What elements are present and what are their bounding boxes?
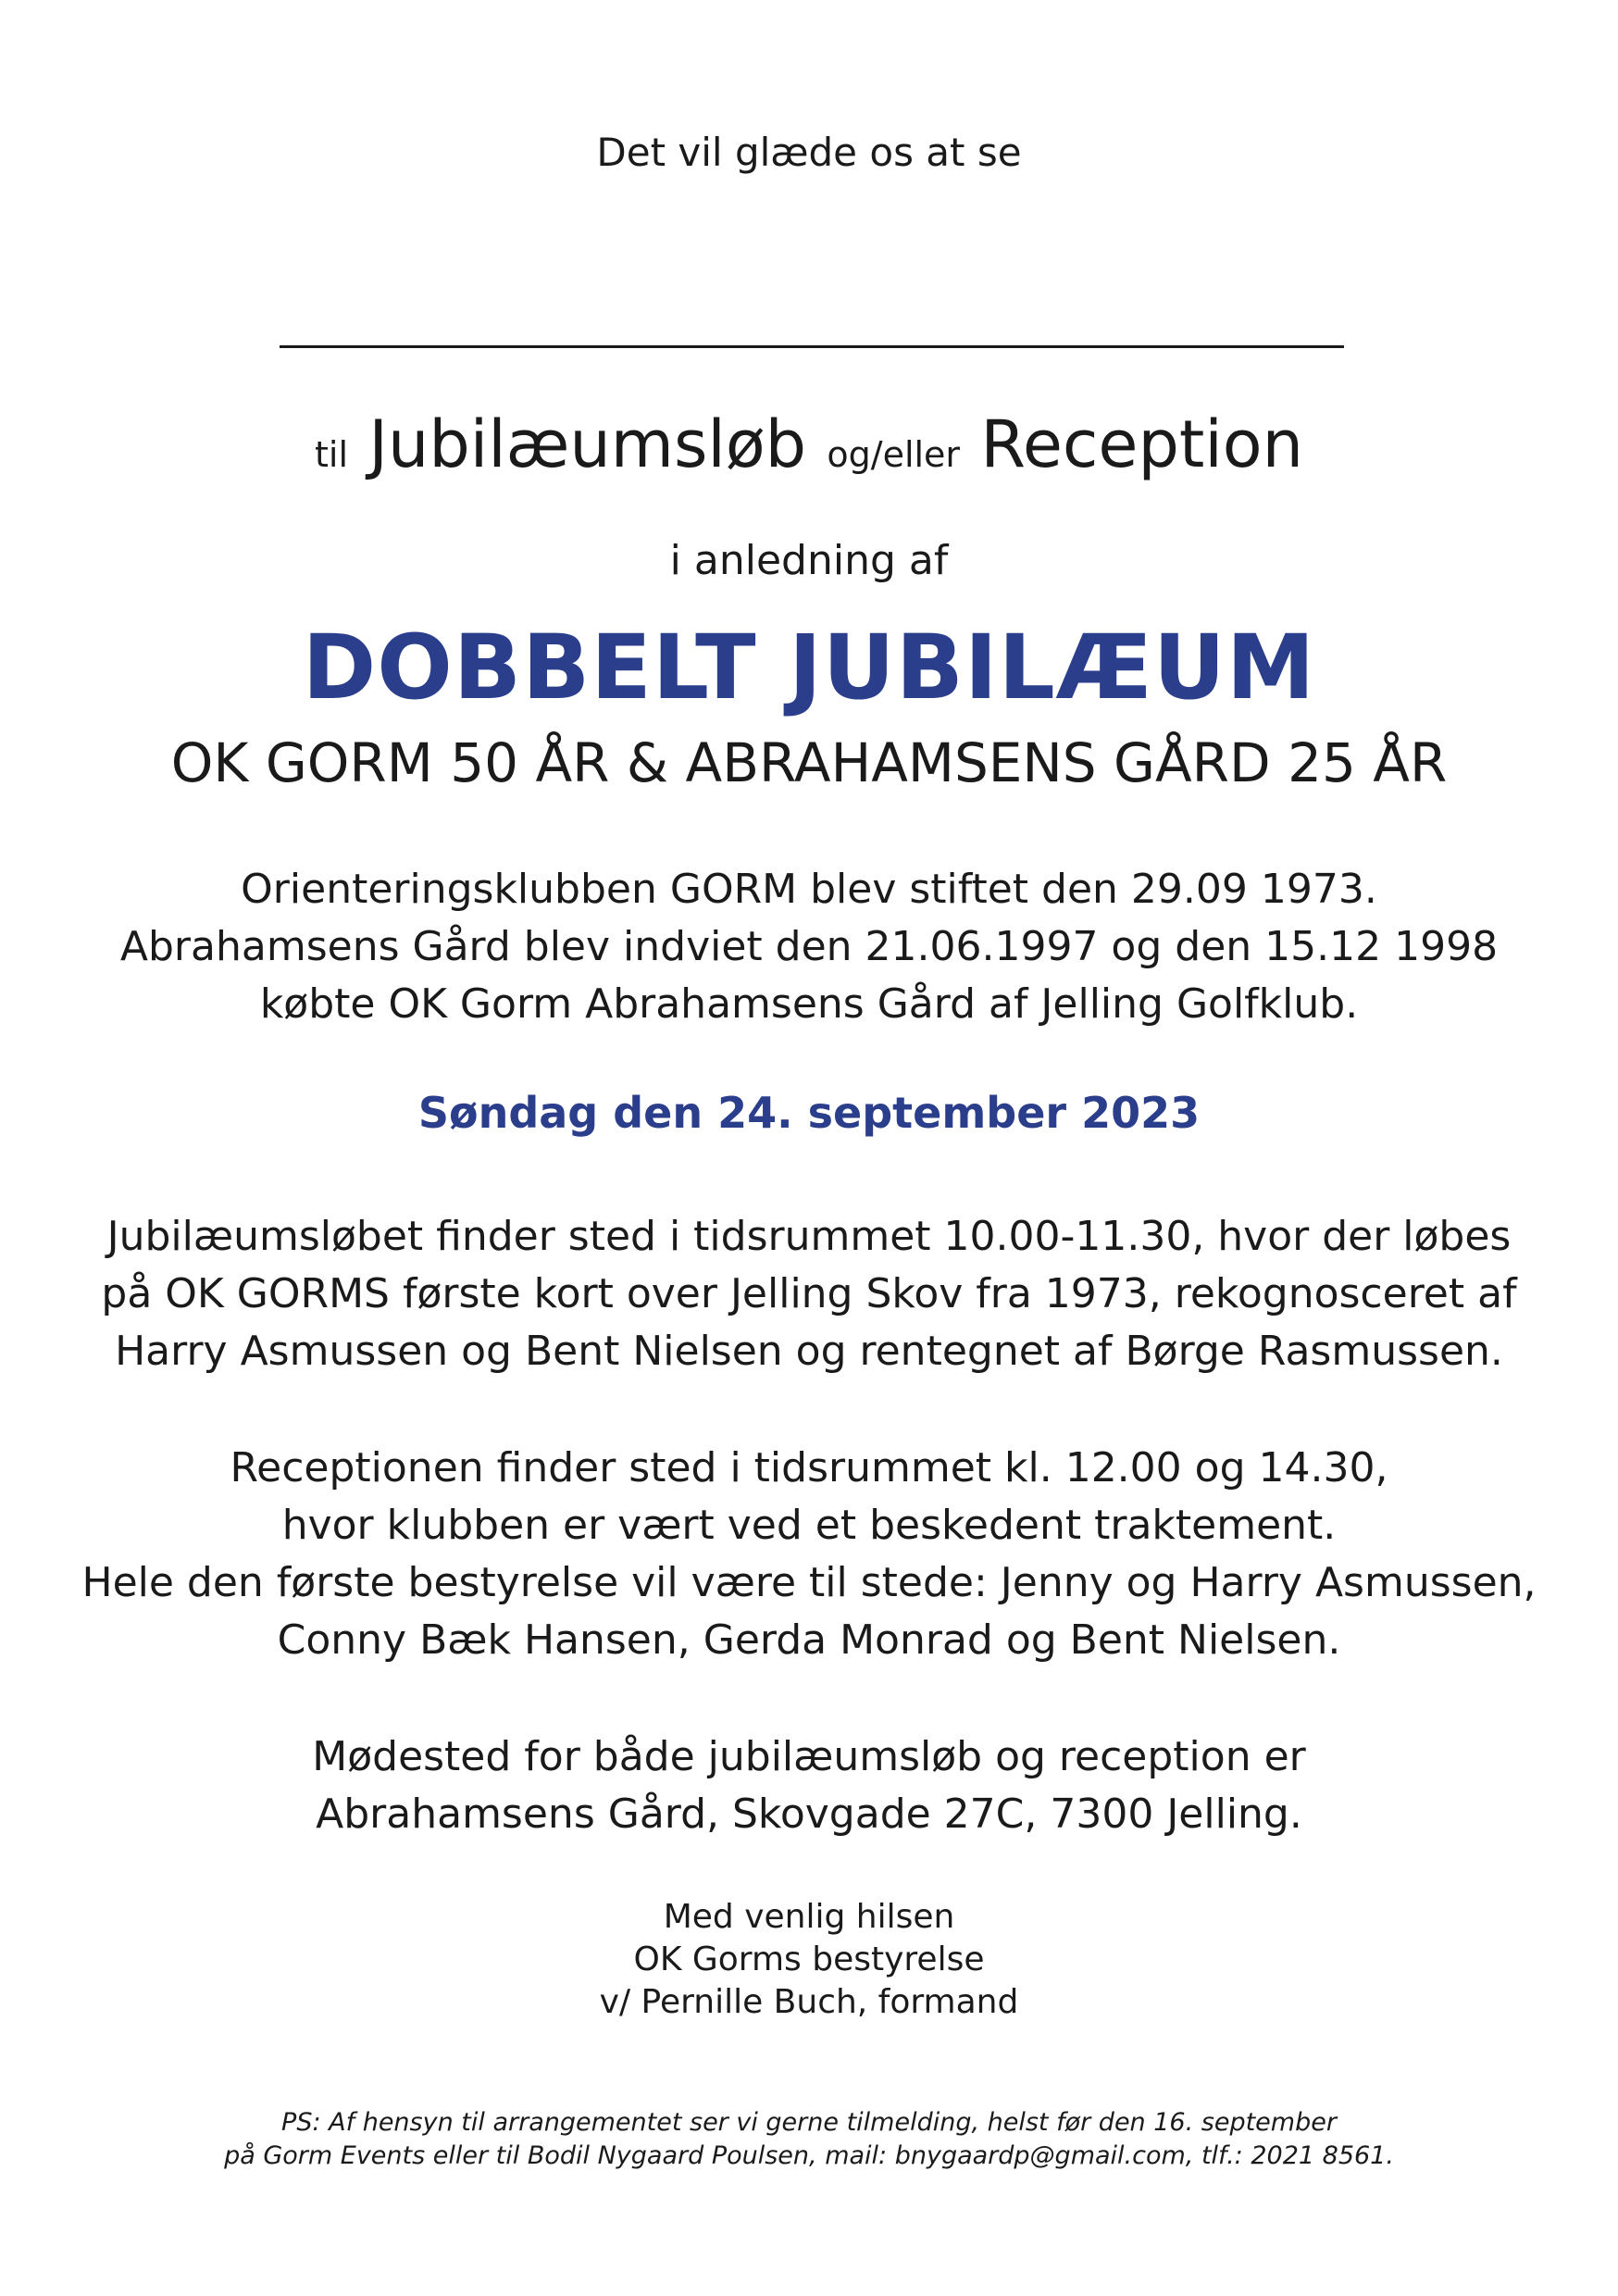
subheadline: OK GORM 50 ÅR & ABRAHAMSENS GÅRD 25 ÅR xyxy=(170,731,1448,794)
history-line: købte OK Gorm Abrahamsens Gård af Jelling Golfklub. xyxy=(259,980,1359,1028)
run-info-line: på OK GORMS første kort over Jelling Skov fra 1973, rekognosceret af xyxy=(101,1270,1517,1317)
venue-paragraph xyxy=(0,1728,1618,1843)
signoff-line: v/ Pernille Buch, formand xyxy=(599,1983,1019,2021)
intro-text: Det vil glæde os at se xyxy=(596,130,1022,175)
reception-info-line: Conny Bæk Hansen, Gerda Monrad og Bent Nielsen. xyxy=(277,1616,1341,1664)
event-date: Søndag den 24. september 2023 xyxy=(417,1088,1201,1138)
title-event-run: Jubilæumsløb xyxy=(368,406,807,482)
event-title xyxy=(0,398,1618,501)
signoff-line: Med venlig hilsen xyxy=(663,1898,955,1936)
history-line: Orienteringsklubben GORM blev stiftet den 29.09 1973. xyxy=(241,866,1377,913)
history-paragraph xyxy=(0,861,1618,1033)
reception-info-line: hvor klubben er vært ved et beskedent traktement. xyxy=(281,1502,1337,1549)
title-prefix: til xyxy=(315,434,349,475)
postscript xyxy=(0,2106,1618,2173)
reception-info-line: Receptionen finder sted i tidsrummet kl. 12.00 og 14.30, xyxy=(230,1444,1388,1491)
venue-line: Abrahamsens Gård, Skovgade 27C, 7300 Jelling. xyxy=(316,1791,1302,1838)
headline: DOBBELT JUBILÆUM xyxy=(302,616,1316,719)
reception-info-line: Hele den første bestyrelse vil være til stede: Jenny og Harry Asmussen, xyxy=(81,1559,1537,1606)
history-line: Abrahamsens Gård blev indviet den 21.06.1997 og den 15.12 1998 xyxy=(119,923,1499,970)
run-info-line: Harry Asmussen og Bent Nielsen og rentegnet af Børge Rasmussen. xyxy=(115,1328,1503,1375)
occasion-text: i anledning af xyxy=(669,537,949,584)
postscript-line: på Gorm Events eller til Bodil Nygaard Poulsen, mail: bnygaardp@gmail.com, tlf.: 2021 8561. xyxy=(224,2141,1394,2170)
venue-line: Mødested for både jubilæumsløb og reception er xyxy=(312,1733,1306,1780)
title-joiner: og/eller xyxy=(827,434,961,475)
signoff-line: OK Gorms bestyrelse xyxy=(633,1940,985,1978)
signoff xyxy=(0,1896,1618,2024)
postscript-line: PS: Af hensyn til arrangementet ser vi gerne tilmelding, helst før den 16. september xyxy=(281,2108,1337,2137)
title-event-reception: Reception xyxy=(980,406,1303,482)
run-info-line: Jubilæumsløbet finder sted i tidsrummet 10.00-11.30, hvor der løbes xyxy=(106,1213,1512,1260)
reception-info-paragraph xyxy=(0,1440,1618,1669)
run-info-paragraph xyxy=(0,1208,1618,1380)
name-write-in-line xyxy=(280,345,1344,348)
